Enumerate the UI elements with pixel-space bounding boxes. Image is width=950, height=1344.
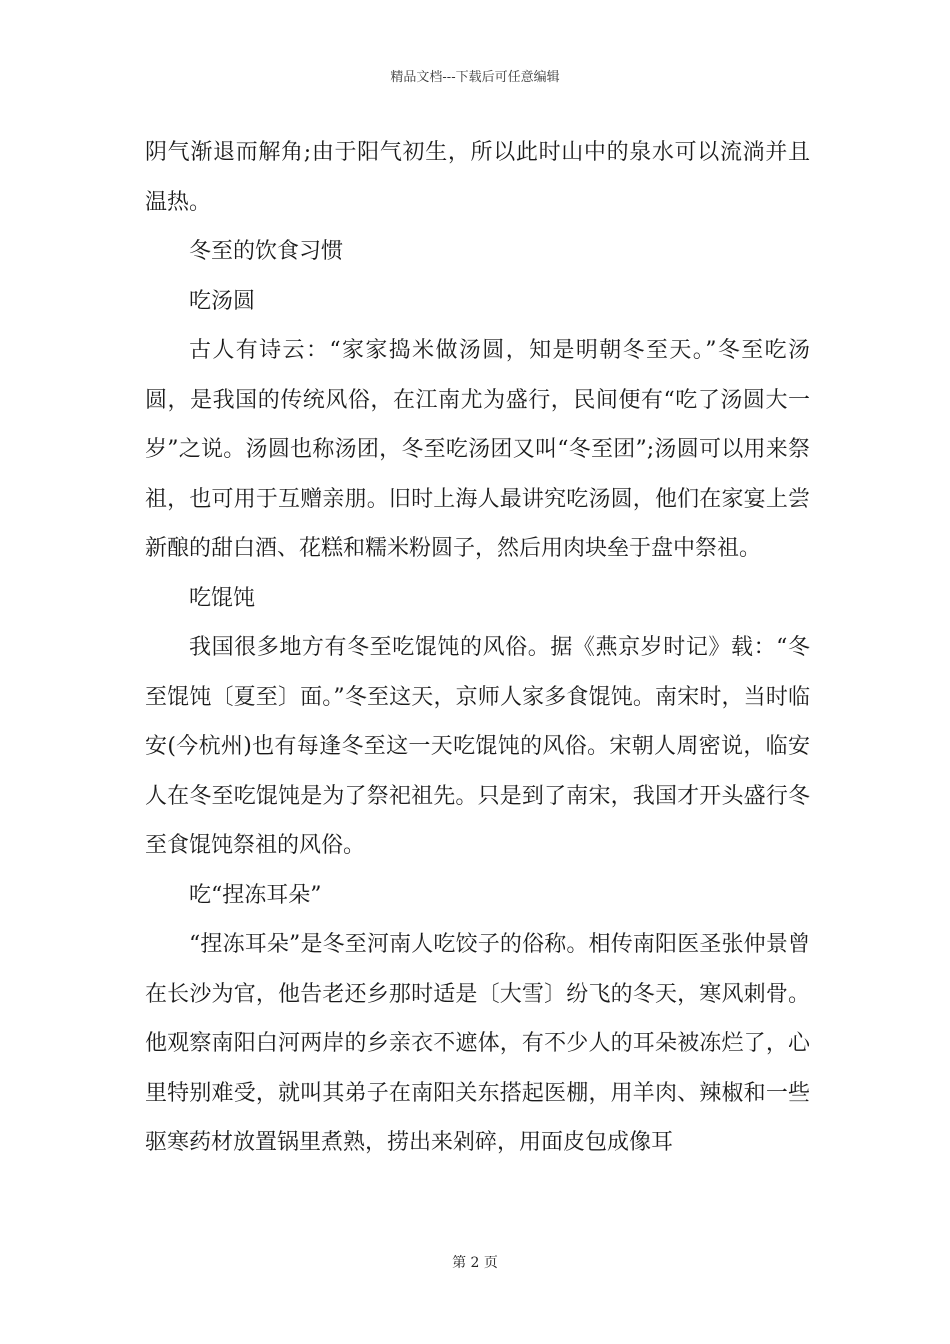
paragraph-wonton: 我国很多地方有冬至吃馄饨的风俗。据《燕京岁时记》载：“冬至馄饨〔夏至〕面。”冬至这天，京师人家多食馄饨。南宋时，当时临安(今杭州)也有每逢冬至这一天吃馄饨的风俗。宋朝人周密说，临安人在冬至吃馄饨是为了祭祀祖先。只是到了南宋，我国才开头盛行冬至食馄饨祭祖的风俗。	[145, 635, 810, 858]
page-number: 第 2 页	[452, 1255, 498, 1271]
subheading-tangyuan: 吃汤圆	[189, 288, 256, 314]
document-body	[145, 128, 810, 1168]
paragraph-tangyuan: 古人有诗云：“家家捣米做汤圆，知是明朝冬至天。”冬至吃汤圆，是我国的传统风俗，在江南尤为盛行，民间便有“吃了汤圆大一岁”之说。汤圆也称汤团，冬至吃汤团又叫“冬至团”;汤圆可以用来祭祖，也可用于互赠亲朋。旧时上海人最讲究吃汤圆，他们在家宴上尝新酿的甜白酒、花糕和糯米粉圆子，然后用肉块垒于盘中祭祖。	[145, 338, 810, 561]
paragraph-continuation: 阴气渐退而解角;由于阳气初生，所以此时山中的泉水可以流淌并且温热。	[145, 140, 810, 215]
paragraph-dumpling-ears: “捏冻耳朵”是冬至河南人吃饺子的俗称。相传南阳医圣张仲景曾在长沙为官，他告老还乡那时适是〔大雪〕纷飞的冬天，寒风刺骨。他观察南阳白河两岸的乡亲衣不遮体，有不少人的耳朵被冻烂了，心里特别难受，就叫其弟子在南阳关东搭起医棚，用羊肉、辣椒和一些驱寒药材放置锅里煮熟，捞出来剁碎，用面皮包成像耳	[145, 932, 810, 1155]
subheading-wonton: 吃馄饨	[189, 585, 256, 611]
subheading-dumpling-ears: 吃“捏冻耳朵”	[189, 882, 322, 908]
section-heading-diet-customs: 冬至的饮食习惯	[189, 239, 344, 264]
page-header: 精品文档---下载后可任意编辑	[390, 70, 560, 85]
